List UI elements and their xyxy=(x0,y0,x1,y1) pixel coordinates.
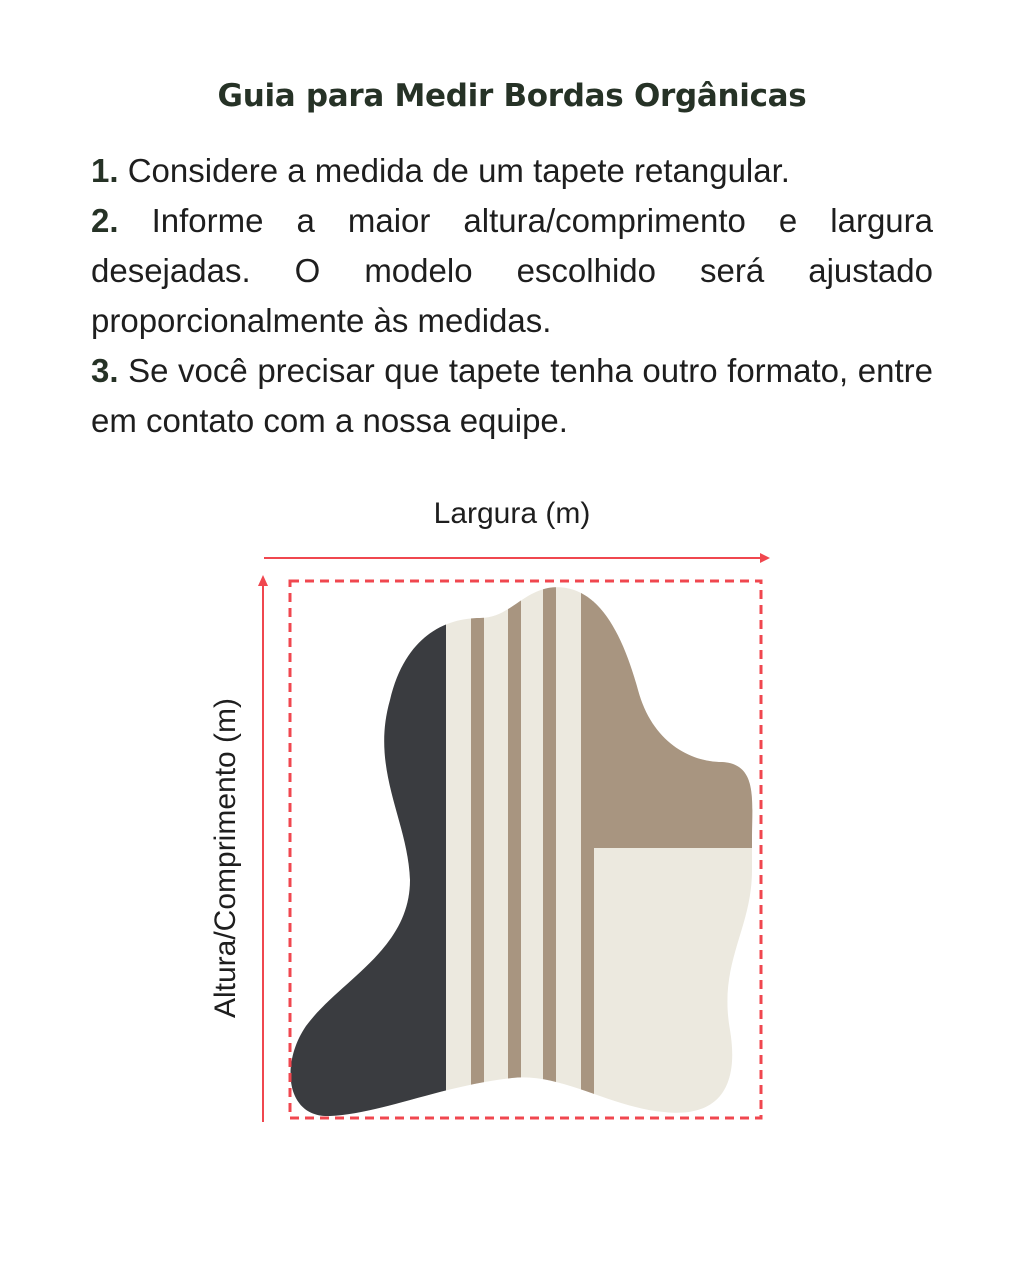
width-arrowhead xyxy=(760,553,770,563)
rug-tan-panel xyxy=(593,570,773,848)
step-3-text: Se você precisar que tapete tenha outro formato, entre em contato com a nossa equipe. xyxy=(91,352,933,439)
width-label: Largura (m) xyxy=(433,497,591,530)
rug-stripe xyxy=(471,570,484,1130)
step-1-number: 1. xyxy=(91,152,119,189)
step-3-number: 3. xyxy=(91,352,119,389)
width-arrow xyxy=(264,553,770,563)
step-2-text: Informe a maior altura/comprimento e largura desejadas. O modelo escolhido será ajustado proporcionalmente às medidas. xyxy=(91,202,933,339)
rug-dark-panel xyxy=(280,570,446,1130)
height-arrow xyxy=(258,575,268,1122)
height-label: Altura/Comprimento (m) xyxy=(209,697,242,1019)
page-title: Guia para Medir Bordas Orgânicas xyxy=(217,78,807,114)
rug-stripe xyxy=(508,570,521,1130)
step-2-number: 2. xyxy=(91,202,119,239)
height-arrowhead xyxy=(258,575,268,586)
rug-stripe xyxy=(581,570,594,1130)
rug-stripe xyxy=(543,570,556,1130)
rug-image xyxy=(280,570,773,1130)
step-1-text: Considere a medida de um tapete retangular. xyxy=(118,152,790,189)
